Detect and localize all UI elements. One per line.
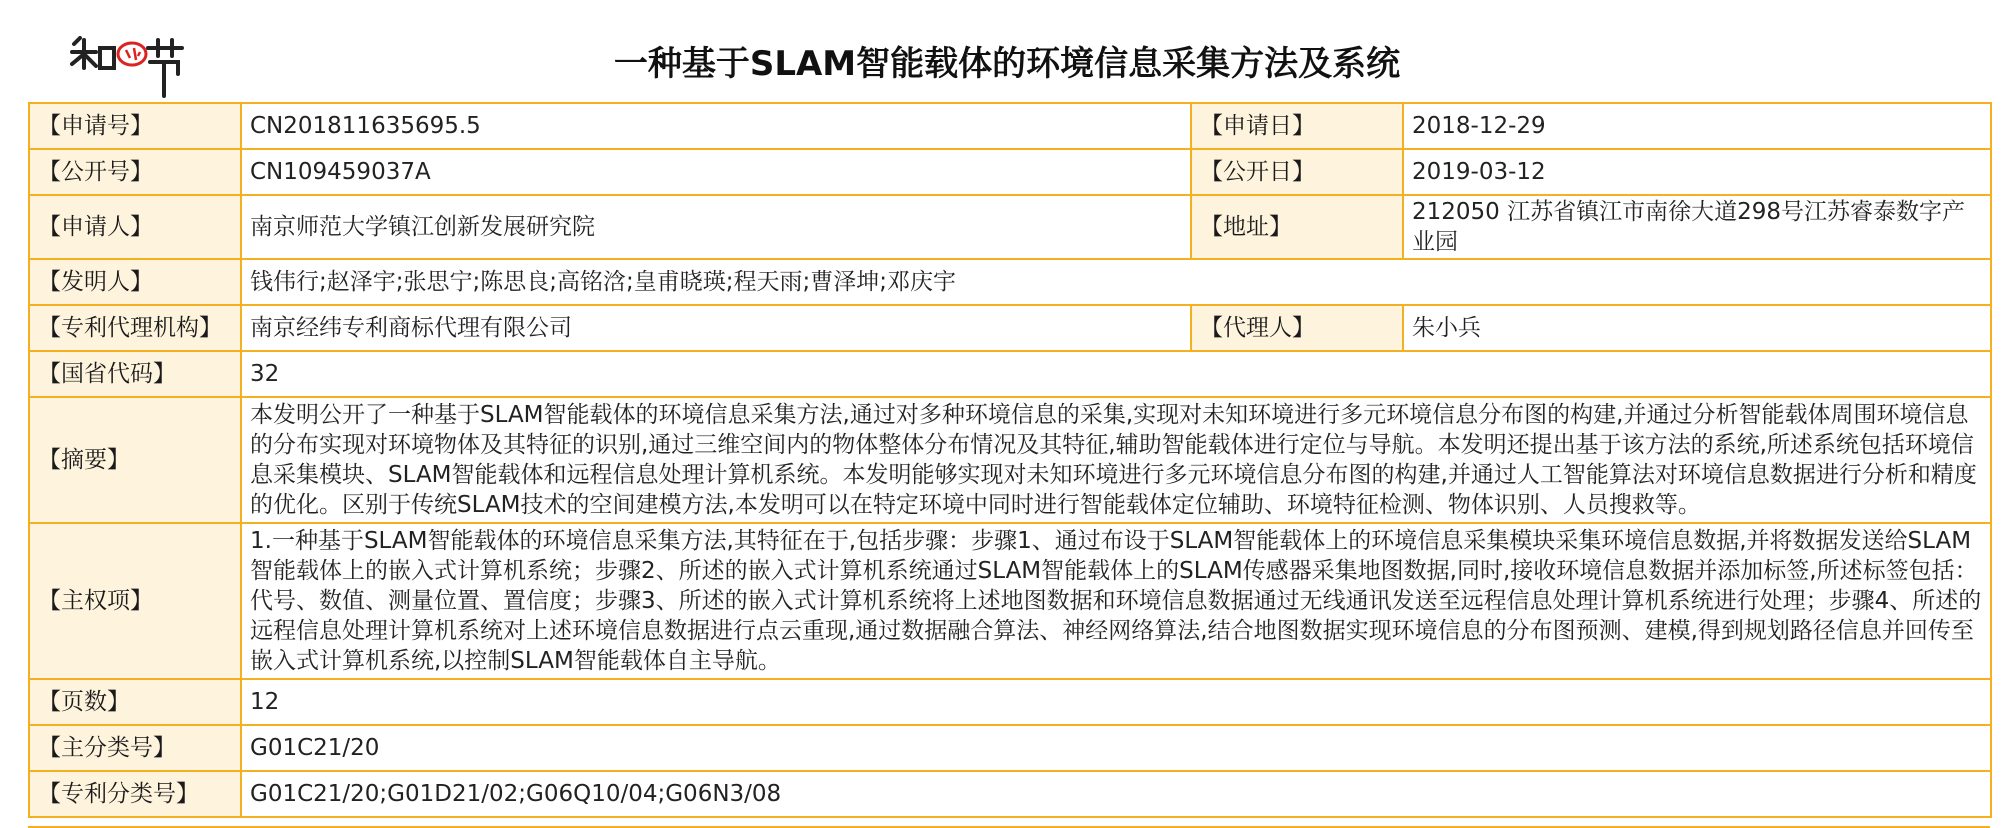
- value-agency: 南京经纬专利商标代理有限公司: [241, 305, 1191, 351]
- label-applicant: 【申请人】: [29, 195, 241, 259]
- value-applicant: 南京师范大学镇江创新发展研究院: [241, 195, 1191, 259]
- row-abstract: [29, 397, 1991, 523]
- value-province-code: 32: [241, 351, 1991, 397]
- label-main-class: 【主分类号】: [29, 725, 241, 771]
- row-pub-no: [29, 149, 1991, 195]
- label-pub-no: 【公开号】: [29, 149, 241, 195]
- value-agent: 朱小兵: [1403, 305, 1991, 351]
- label-pages: 【页数】: [29, 679, 241, 725]
- row-classes: [29, 771, 1991, 817]
- label-inventors: 【发明人】: [29, 259, 241, 305]
- value-abstract: 本发明公开了一种基于SLAM智能载体的环境信息采集方法,通过对多种环境信息的采集,实现对未知环境进行多元环境信息分布图的构建,并通过分析智能载体周围环境信息的分布实现对环境物体及其特征的识别,通过三维空间内的物体整体分布情况及其特征,辅助智能载体进行定位与导航。本发明还提出基于该方法的系统,所述系统包括环境信息采集模块、SLAM智能载体和远程信息处理计算机系统。本发明能够实现对未知环境进行多元环境信息分布图的构建,并通过人工智能算法对环境信息数据进行分析和精度的优化。区别于传统SLAM技术的空间建模方法,本发明可以在特定环境中同时进行智能载体定位辅助、环境特征检测、物体识别、人员搜救等。: [241, 397, 1991, 523]
- label-abstract: 【摘要】: [29, 397, 241, 523]
- row-main-class: [29, 725, 1991, 771]
- patent-info-table: [28, 102, 1992, 818]
- row-main-claim: [29, 523, 1991, 679]
- row-province-code: [29, 351, 1991, 397]
- value-inventors: 钱伟行;赵泽宇;张思宁;陈思良;高铭浛;皇甫晓瑛;程天雨;曹泽坤;邓庆宇: [241, 259, 1991, 305]
- label-agency: 【专利代理机构】: [29, 305, 241, 351]
- value-main-class: G01C21/20: [241, 725, 1991, 771]
- value-app-no: CN201811635695.5: [241, 103, 1191, 149]
- row-agency: [29, 305, 1991, 351]
- label-classes: 【专利分类号】: [29, 771, 241, 817]
- label-app-date: 【申请日】: [1191, 103, 1403, 149]
- label-main-claim: 【主权项】: [29, 523, 241, 679]
- value-pub-no: CN109459037A: [241, 149, 1191, 195]
- value-pages: 12: [241, 679, 1991, 725]
- page-title: 一种基于SLAM智能载体的环境信息采集方法及系统: [613, 44, 1401, 84]
- value-address: 212050 江苏省镇江市南徐大道298号江苏睿泰数字产业园: [1403, 195, 1991, 259]
- value-pub-date: 2019-03-12: [1403, 149, 1991, 195]
- row-inventors: [29, 259, 1991, 305]
- label-pub-date: 【公开日】: [1191, 149, 1403, 195]
- row-app-no: [29, 103, 1991, 149]
- label-app-no: 【申请号】: [29, 103, 241, 149]
- label-province-code: 【国省代码】: [29, 351, 241, 397]
- value-classes: G01C21/20;G01D21/02;G06Q10/04;G06N3/08: [241, 771, 1991, 817]
- row-applicant: [29, 195, 1991, 259]
- value-main-claim: 1.一种基于SLAM智能载体的环境信息采集方法,其特征在于,包括步骤：步骤1、通过布设于SLAM智能载体上的环境信息采集模块采集环境信息数据,并将数据发送给SLAM智能载体上的嵌入式计算机系统；步骤2、所述的嵌入式计算机系统通过SLAM智能载体上的SLAM传感器采集地图数据,同时,接收环境信息数据并添加标签,所述标签包括：代号、数值、测量位置、置信度；步骤3、所述的嵌入式计算机系统将上述地图数据和环境信息数据通过无线通讯发送至远程信息处理计算机系统进行处理；步骤4、所述的远程信息处理计算机系统对上述环境信息数据进行点云重现,通过数据融合算法、神经网络算法,结合地图数据实现环境信息的分布图预测、建模,得到规划路径信息并回传至嵌入式计算机系统,以控制SLAM智能载体自主导航。: [241, 523, 1991, 679]
- value-app-date: 2018-12-29: [1403, 103, 1991, 149]
- label-address: 【地址】: [1191, 195, 1403, 259]
- label-agent: 【代理人】: [1191, 305, 1403, 351]
- row-pages: [29, 679, 1991, 725]
